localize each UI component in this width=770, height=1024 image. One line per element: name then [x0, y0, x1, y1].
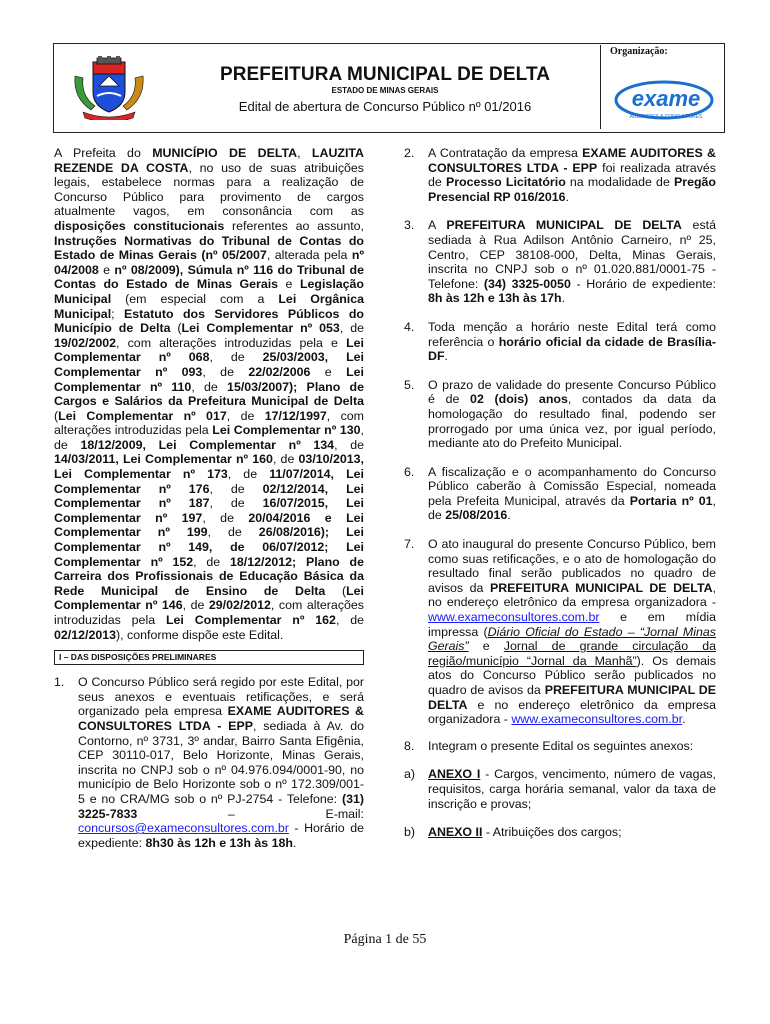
- text-run: Estatuto dos Servidores Públicos do Município de Delta: [54, 306, 364, 336]
- text-run: , de: [428, 493, 716, 523]
- text-run: (: [170, 321, 182, 336]
- text-run: 26/08/2016); Lei Complementar nº 149, de 06/07/2012; Lei Complementar nº 152: [54, 525, 364, 569]
- text-run: Processo Licitatório: [445, 175, 566, 190]
- text-run: - Horário de expediente:: [78, 821, 364, 850]
- intro-paragraph: [54, 146, 364, 642]
- edital-subtitle: Edital de abertura de Concurso Público nº 01/2016: [238, 99, 532, 114]
- text-run: - Horário de expediente:: [570, 276, 716, 291]
- text-run: , de: [182, 598, 209, 613]
- text-run: O ato inaugural do presente Concurso Público, bem como suas retificações, e o ato de homologação do resultado final serão publicados no quadro de avisos da: [428, 537, 716, 595]
- item-number: 1.: [54, 675, 65, 690]
- text-run: O Concurso Público será regido por este Edital, por seus anexos e eventuais retificações, e será organizado pela empresa: [78, 675, 364, 719]
- text-run: 16/07/2015, Lei Complementar nº 197: [54, 496, 364, 525]
- text-run: Diário Oficial do Estado – “Jornal Minas Gerais”: [428, 624, 716, 654]
- list-item: [404, 378, 716, 451]
- text-run: , no endereço eletrônico da empresa organizadora -: [428, 580, 716, 610]
- link[interactable]: www.exameconsultores.com.br: [511, 712, 683, 727]
- text-run: 11/07/2014, Lei Complementar nº 176: [54, 467, 364, 496]
- text-run: 8h30 às 12h e 13h às 18h: [145, 835, 293, 850]
- text-run: (34) 3325-0050: [483, 276, 571, 291]
- text-run: 22/02/2006: [248, 364, 311, 379]
- text-run: , de: [226, 408, 265, 423]
- text-run: 18/12/2009, Lei Complementar nº 134: [80, 437, 335, 452]
- text-run: Lei Complementar nº 068: [54, 335, 364, 365]
- text-run: A Prefeita do: [54, 146, 153, 160]
- item-text: [78, 675, 364, 850]
- link[interactable]: www.exameconsultores.com.br: [428, 610, 600, 625]
- text-run: Pregão Presencial RP 016/2016: [428, 175, 716, 204]
- text-run: .: [682, 712, 686, 727]
- text-run: Toda menção a horário neste Edital terá como referência o: [428, 319, 716, 349]
- text-run: horário oficial da cidade de Brasília-DF: [428, 334, 716, 364]
- text-run: (31) 3225-7833: [78, 791, 364, 821]
- svg-text:AUDITORES & CONSULTORES: AUDITORES & CONSULTORES: [629, 114, 703, 120]
- text-run: A fiscalização e o acompanhamento do Concurso Público caberão à Comissão Especial, nomeada pela Prefeita Municipal, através da: [428, 464, 716, 508]
- text-run: 02 (dois) anos: [470, 392, 568, 407]
- item-number: 5.: [404, 377, 415, 392]
- text-run: 03/10/2013, Lei Complementar nº 173: [54, 452, 364, 482]
- text-run: 17/12/1997: [264, 408, 327, 423]
- text-run: , de: [202, 364, 249, 379]
- item-number: 6.: [404, 464, 415, 479]
- item-number: 7.: [404, 537, 415, 552]
- text-run: referentes ao assunto,: [224, 218, 364, 233]
- text-run: , contados da data da homologação do resultado final, podendo ser prorrogado por uma única vez, por igual período, mediante ato do Prefeito Municipal.: [428, 392, 716, 451]
- text-run: , com alterações introduzidas pela: [54, 408, 365, 438]
- text-run: Lei Complementar nº 110: [54, 364, 364, 394]
- text-run: LAUZITA REZENDE DA COSTA: [54, 146, 364, 175]
- text-run: (: [325, 583, 347, 598]
- text-run: e em mídia impressa (: [428, 610, 716, 639]
- list-item: [404, 146, 716, 204]
- page-title: PREFEITURA MUNICIPAL DE DELTA: [219, 64, 551, 85]
- text-run: - Cargos, vencimento, número de vagas, requisitos, carga horária semanal, valor da taxa de inscrição e provas;: [428, 767, 716, 811]
- text-run: , de: [207, 525, 259, 540]
- text-run: , no uso de suas atribuições legais, estabelece normas para a realização de Concurso Público para provimento de cargos atualmente vagos, em consonância com as: [54, 160, 364, 219]
- text-run: 02/12/2014, Lei Complementar nº 187: [54, 481, 364, 511]
- text-run: e: [98, 262, 115, 277]
- text-run: Integram o presente Edital os seguintes anexos:: [428, 738, 694, 753]
- text-run: nº 08/2009), Súmula nº 116 do Tribunal de Contas do Estado de Minas Gerais: [54, 262, 365, 292]
- text-run: , de: [54, 423, 364, 452]
- text-run: ). Os demais atos do Concurso Público serão publicados no quadro de avisos da: [428, 653, 716, 697]
- text-run: nº 04/2008: [54, 248, 364, 277]
- svg-text:exame: exame: [631, 86, 701, 111]
- text-run: , de: [209, 350, 263, 365]
- text-run: PREFEITURA MUNICIPAL DE DELTA: [428, 683, 716, 712]
- item-text: [428, 825, 622, 839]
- left-column: [54, 146, 364, 850]
- text-run: EXAME AUDITORES & CONSULTORES LTDA - EPP: [428, 146, 716, 175]
- right-column: [404, 146, 716, 840]
- text-run: (: [54, 408, 59, 423]
- item-number: 4.: [404, 319, 415, 334]
- text-run: 14/03/2011, Lei Complementar nº 160: [54, 452, 273, 467]
- text-run: , de: [193, 554, 231, 569]
- item-text: [428, 378, 716, 450]
- text-run: - Atribuições dos cargos;: [482, 825, 622, 840]
- item-text: [428, 146, 716, 204]
- text-run: EXAME AUDITORES & CONSULTORES LTDA - EPP: [78, 704, 364, 733]
- text-run: , de: [191, 379, 228, 394]
- list-item: [54, 675, 364, 850]
- text-run: e: [468, 639, 504, 654]
- text-run: Lei Complementar nº 146: [54, 583, 364, 613]
- text-run: .: [561, 291, 566, 306]
- list-item: [404, 825, 716, 840]
- item-text: [428, 767, 716, 810]
- text-run: (em especial com a: [111, 291, 279, 306]
- text-run: 29/02/2012: [208, 598, 271, 613]
- text-run: , de: [334, 437, 364, 452]
- section-heading: I – DAS DISPOSIÇÕES PRELIMINARES: [54, 650, 364, 665]
- text-run: MUNICÍPIO DE DELTA: [152, 146, 298, 160]
- text-run: 18/12/2012; Plano de Carreira dos Profissionais de Educação Básica da Rede Municipal de Ensino de Delta: [54, 554, 364, 598]
- list-item: [404, 739, 716, 754]
- item-text: [428, 537, 716, 726]
- text-run: .: [292, 835, 297, 850]
- text-run: e: [310, 364, 347, 379]
- text-run: , sediada à Av. do Contorno, nº 3731, 3º andar, Bairro Santa Efigênia, CEP 30110-017, Belo Horizonte, Minas Gerais, inscrita no CNPJ sob o nº 04.976.094/0001-90, no município de Belo Horizonte sob o nº 172.309/001-5 e no CRA/MG sob o nº PJ-2754 - Telefone:: [78, 718, 364, 806]
- text-run: Instruções Normativas do Tribunal de Contas do Estado de Minas Gerais (nº 05/2007: [54, 233, 364, 263]
- text-run: disposições constitucionais: [54, 218, 225, 233]
- item-number: 8.: [404, 738, 415, 753]
- item-text: [428, 739, 693, 753]
- text-run: A: [428, 218, 447, 233]
- text-run: Lei Complementar nº 017: [58, 408, 227, 423]
- text-run: PREFEITURA MUNICIPAL DE DELTA: [489, 580, 713, 595]
- organizer-label: Organização:: [610, 46, 668, 57]
- item-number: 3.: [404, 218, 415, 233]
- text-run: , de: [339, 321, 364, 336]
- text-run: , com alterações introduzidas pela: [54, 598, 364, 627]
- text-run: foi realizada através de: [428, 160, 716, 190]
- text-run: e no endereço eletrônico da empresa organizadora -: [428, 697, 716, 727]
- text-run: 8h às 12h e 13h às 17h: [428, 291, 562, 306]
- text-run: , de: [227, 467, 270, 482]
- text-run: , de: [335, 613, 365, 627]
- text-run: 25/03/2003, Lei Complementar nº 093: [54, 350, 364, 379]
- text-run: A Contratação da empresa: [428, 146, 583, 160]
- item-text: [428, 320, 716, 363]
- page-number: Página 1 de 55: [343, 932, 427, 947]
- text-run: .: [507, 508, 511, 523]
- text-run: , com alterações introduzidas pela e: [116, 335, 347, 350]
- text-run: Jornal de grande circulação da região/município “Jornal da Manhã”: [428, 639, 717, 668]
- text-run: 25/08/2016: [445, 508, 508, 523]
- text-run: ANEXO I: [428, 767, 481, 782]
- text-run: O prazo de validade do presente Concurso Público é de: [428, 377, 716, 407]
- text-run: 15/03/2007); Plano de Cargos e Salários da Prefeitura Municipal de Delta: [54, 379, 364, 409]
- text-run: Lei Complementar nº 130: [212, 423, 361, 438]
- list-item: [404, 320, 716, 364]
- text-run: , de: [272, 452, 299, 467]
- text-run: 19/02/2002: [54, 335, 117, 350]
- text-run: ), conforme dispõe este Edital.: [116, 627, 284, 642]
- item-text: [428, 465, 716, 523]
- text-run: , de: [209, 496, 263, 511]
- list-item: [404, 465, 716, 523]
- text-run: PREFEITURA MUNICIPAL DE DELTA: [446, 218, 682, 233]
- text-run: ANEXO II: [428, 825, 483, 840]
- text-run: .: [565, 189, 570, 204]
- text-run: Portaria nº 01: [629, 493, 713, 508]
- state-subtitle: ESTADO DE MINAS GERAIS: [331, 86, 439, 95]
- text-run: Lei Complementar nº 162: [165, 613, 336, 627]
- text-run: Lei Orgânica Municipal: [54, 291, 364, 321]
- list-item: [404, 537, 716, 727]
- text-run: , de: [202, 510, 249, 525]
- text-run: Lei Complementar nº 053: [181, 321, 340, 336]
- text-run: , alterada pela: [266, 248, 352, 263]
- link[interactable]: concursos@exameconsultores.com.br: [78, 821, 289, 836]
- text-run: ,: [297, 146, 312, 160]
- text-run: na modalidade de: [565, 175, 674, 190]
- item-number: b): [404, 825, 416, 840]
- text-run: .: [444, 349, 448, 364]
- list-item: [404, 767, 716, 811]
- list-item: [404, 218, 716, 306]
- text-run: 20/04/2016 e Lei Complementar nº 199: [54, 510, 364, 540]
- item-number: a): [404, 767, 416, 782]
- exame-logo: [612, 78, 716, 122]
- text-run: está sediada à Rua Adilson Antônio Carneiro, nº 25, Centro, CEP 38108-000, Delta, Minas Gerais, inscrita no CNPJ sob o nº 01.020.881/0001-75 - Telefone:: [428, 218, 716, 291]
- text-run: – E-mail:: [137, 806, 364, 821]
- text-run: ;: [111, 306, 124, 321]
- text-run: 02/12/2013: [54, 627, 117, 642]
- text-run: Legislação Municipal: [54, 277, 364, 306]
- item-number: 2.: [404, 146, 415, 160]
- text-run: e: [278, 277, 300, 292]
- item-text: [428, 218, 716, 305]
- text-run: , de: [209, 481, 263, 496]
